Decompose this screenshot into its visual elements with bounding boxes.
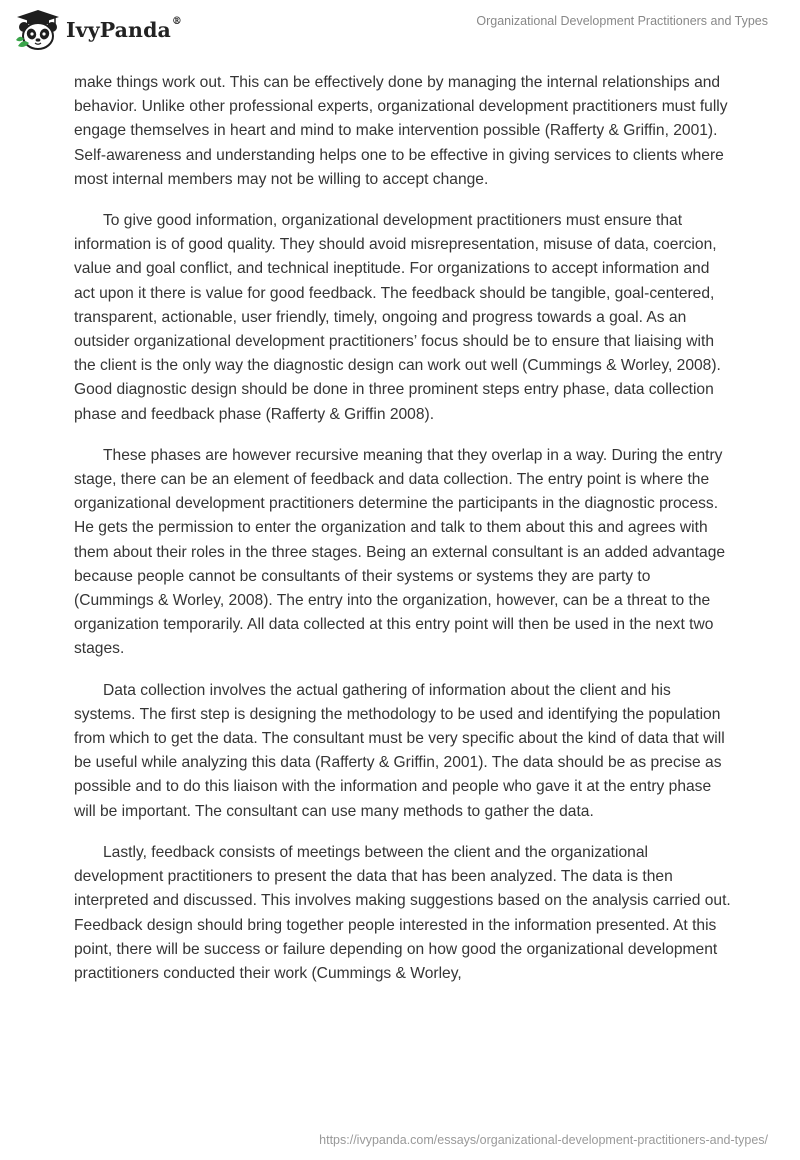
panda-logo-icon [14,9,62,51]
source-url-link[interactable]: https://ivypanda.com/essays/organizational-development-practitioners-and-types/ [319,1133,768,1147]
page-header [0,0,800,60]
paragraph-4: Data collection involves the actual gathering of information about the client and his systems. The first step is designing the methodology to be used and identifying the population from which to get the data. The consultant must be very specific about the kind of data that will be useful while analyzing this data (Rafferty & Griffin, 2001). The data should be as precise as possible and to do this liaison with the information and people who gave it at the entry phase will be important. The consultant can use many methods to gather the data. [74,681,725,820]
paragraph-2: To give good information, organizational development practitioners must ensure that information is of good quality. They should avoid misrepresentation, misuse of data, coercion, value and goal conflict, and technical ineptitude. For organizations to accept information and act upon it there is value for good feedback. The feedback should be tangible, goal-centered, transparent, actionable, user friendly, timely, ongoing and progress towards a goal. As an outsider organizational development practitioners’ focus should be to ensure that liaising with the client is the only way the diagnostic design can work out well (Cummings & Worley, 2008). Good diagnostic design should be done in three prominent steps entry phase, data collection phase and feedback phase (Rafferty & Griffin 2008). [74,212,721,423]
paragraph-3: These phases are however recursive meaning that they overlap in a way. During the entry stage, there can be an element of feedback and data collection. The entry point is where the organizational development practitioners determine the participants in the diagnostic process. He gets the permission to enter the organization and talk to them about this and agrees with them about their roles in the three stages. Being an external consultant is an added advantage because people cannot be consultants of their systems or systems they are party to (Cummings & Worley, 2008). The entry into the organization, however, can be a threat to the organization temporarily. All data collected at this entry point will then be used in the next two stages. [74,446,726,658]
essay-body [74,71,734,1003]
brand-logo[interactable] [14,9,182,51]
paragraph-1: make things work out. This can be effectively done by managing the internal relationships and behavior. Unlike other professional experts, organizational development practitioners must fully engage themselves in heart and mind to make intervention possible (Rafferty & Griffin, 2001). Self-awareness and understanding helps one to be effective in giving services to clients where most internal members may not be willing to accept change. [74,74,728,188]
brand-name: IvyPanda® [66,16,182,42]
registered-mark: ® [171,16,182,27]
document-title: Organizational Development Practitioners and Types [476,14,768,28]
paragraph-5: Lastly, feedback consists of meetings between the client and the organizational development practitioners to present the data that has been analyzed. The data is then interpreted and discussed. This involves making suggestions based on the analysis carried out. Feedback design should bring together people interested in the information presented. At this point, there will be success or failure depending on how good the organizational development practitioners conducted their work (Cummings & Worley, [74,843,731,982]
